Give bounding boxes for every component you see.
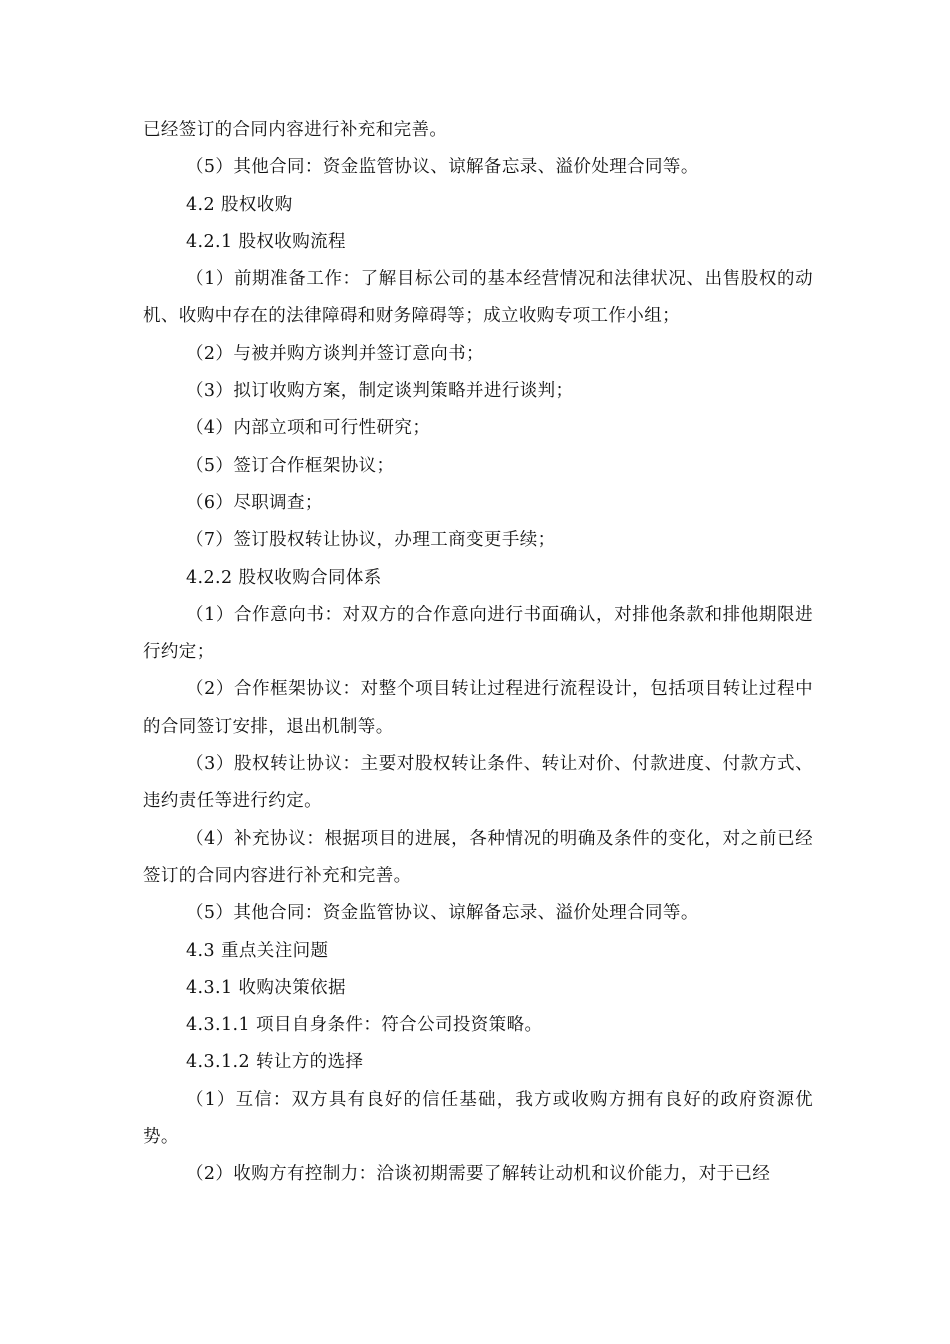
subsection-heading: 4.2.2 股权收购合同体系	[186, 567, 382, 588]
paragraph: （4）补充协议：根据项目的进展，各种情况的明确及条件的变化，对之前已经签订的合同内容进行补充和完善。	[143, 828, 813, 886]
paragraph: （5）其他合同：资金监管协议、谅解备忘录、溢价处理合同等。	[186, 903, 699, 924]
paragraph: 4.3.1.1 项目自身条件：符合公司投资策略。	[186, 1015, 543, 1036]
paragraph: （1）合作意向书：对双方的合作意向进行书面确认，对排他条款和排他期限进行约定；	[143, 604, 813, 663]
paragraph: （5）其他合同：资金监管协议、谅解备忘录、溢价处理合同等。	[186, 157, 699, 178]
paragraph: （1）前期准备工作：了解目标公司的基本经营情况和法律状况、出售股权的动机、收购中存在的法律障碍和财务障碍等；成立收购专项工作小组；	[143, 269, 813, 327]
paragraph: （2）合作框架协议：对整个项目转让过程进行流程设计，包括项目转让过程中的合同签订安排，退出机制等。	[143, 679, 813, 737]
paragraph: （2）与被并购方谈判并签订意向书；	[186, 343, 484, 364]
paragraph: （4）内部立项和可行性研究；	[186, 418, 431, 439]
paragraph: （2）收购方有控制力：洽谈初期需要了解转让动机和议价能力，对于已经	[186, 1164, 771, 1185]
paragraph: （3）拟订收购方案，制定谈判策略并进行谈判；	[186, 381, 574, 402]
paragraph: （6）尽职调查；	[186, 492, 323, 513]
paragraph: （1）互信：双方具有良好的信任基础，我方或收购方拥有良好的政府资源优势。	[143, 1089, 813, 1148]
paragraph: （7）签订股权转让协议，办理工商变更手续；	[186, 530, 556, 551]
paragraph: （3）股权转让协议：主要对股权转让条件、转让对价、付款进度、付款方式、违约责任等进行约定。	[143, 754, 813, 812]
section-heading: 4.3 重点关注问题	[186, 940, 329, 961]
subsection-heading: 4.3.1 收购决策依据	[186, 977, 346, 998]
paragraph: 已经签订的合同内容进行补充和完善。	[143, 120, 448, 140]
paragraph: （5）签订合作框架协议；	[186, 455, 395, 476]
subsection-heading: 4.2.1 股权收购流程	[186, 231, 346, 252]
paragraph: 4.3.1.2 转让方的选择	[186, 1052, 364, 1073]
document-body	[143, 112, 813, 1194]
section-heading: 4.2 股权收购	[186, 194, 293, 215]
